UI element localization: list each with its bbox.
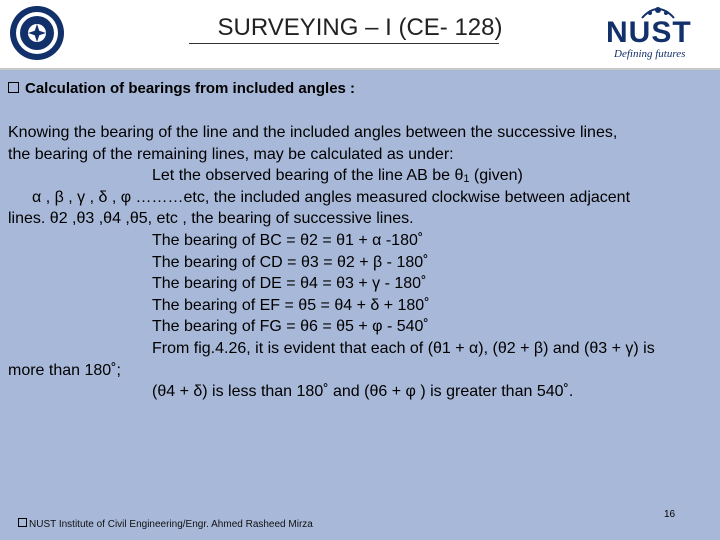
footer-bullet-icon	[18, 518, 27, 527]
body-line-11: From fig.4.26, it is evident that each of (θ1 + α), (θ2 + β) and (θ3 + γ) is	[152, 340, 655, 357]
body-line-4: α , β , γ , δ , φ ………etc, the included angles measured clockwise between adjacent	[32, 189, 631, 206]
equation-fg: The bearing of FG = θ6 = θ5 + φ - 540˚	[152, 318, 429, 335]
equation-cd: The bearing of CD = θ3 = θ2 + β - 180˚	[152, 254, 429, 271]
nust-tagline: Defining futures	[614, 48, 686, 60]
body-line-5: lines. θ2 ,θ3 ,θ4 ,θ5, etc , the bearing of successive lines.	[8, 210, 414, 227]
slide-footer: NUST Institute of Civil Engineering/Engr. Ahmed Rasheed Mirza	[18, 518, 313, 530]
equation-bc: The bearing of BC = θ2 = θ1 + α -180˚	[152, 232, 424, 249]
equation-ef: The bearing of EF = θ5 = θ4 + δ + 180˚	[152, 297, 430, 314]
body-line-13: (θ4 + δ) is less than 180˚ and (θ6 + φ ) is greater than 540˚.	[152, 383, 574, 400]
body-line-2: the bearing of the remaining lines, may be calculated as under:	[8, 146, 454, 163]
equation-de: The bearing of DE = θ4 = θ3 + γ - 180˚	[152, 275, 427, 292]
body-line-3: Let the observed bearing of the line AB be $\theta_1$ (given)	[152, 167, 523, 185]
bullet-box-icon	[8, 82, 19, 93]
title-underline	[189, 43, 499, 44]
slide-header	[0, 0, 720, 70]
nust-logo	[600, 4, 716, 64]
body-line-12: more than 180˚;	[8, 362, 121, 379]
body-line-1: Knowing the bearing of the line and the included angles between the successive lines,	[8, 124, 618, 141]
page-number: 16	[664, 509, 676, 520]
nust-wordmark: NUST	[606, 16, 692, 49]
slide-title: SURVEYING – I (CE- 128)	[217, 14, 503, 41]
section-heading: Calculation of bearings from included angles :	[8, 80, 355, 97]
